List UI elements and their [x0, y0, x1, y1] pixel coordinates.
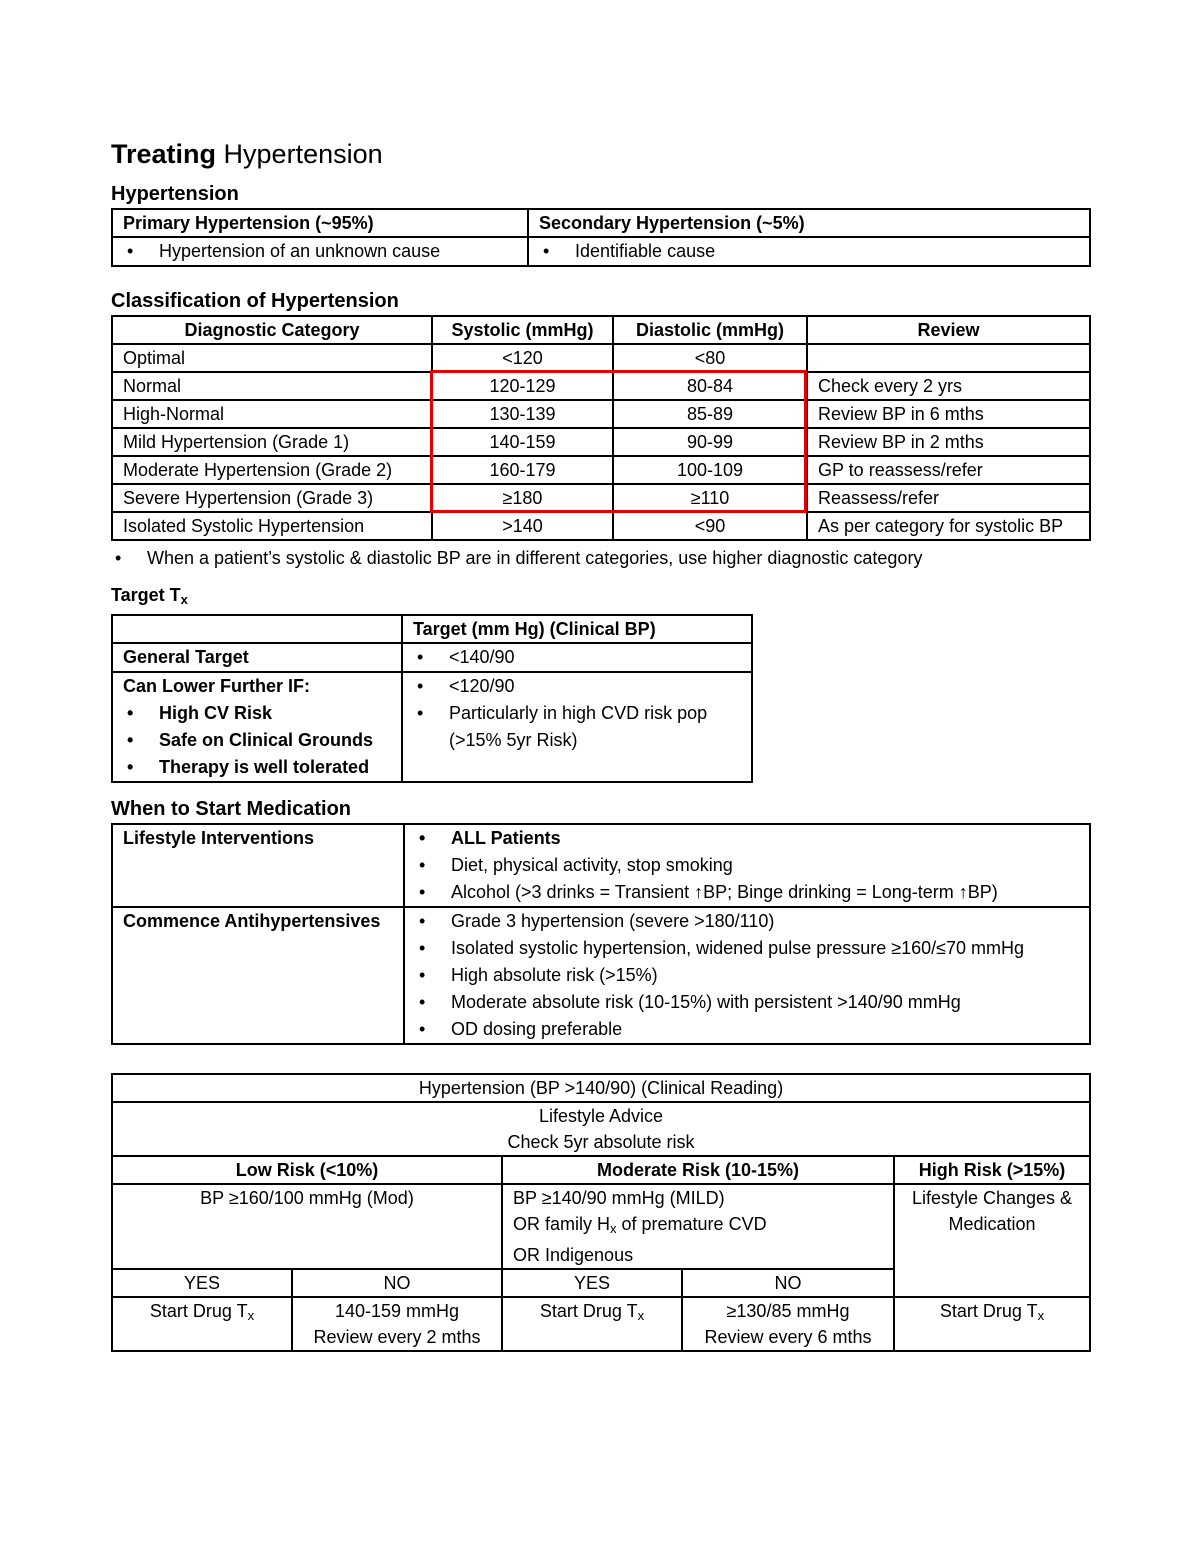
table-row [112, 484, 1090, 512]
classification-table [111, 315, 1091, 541]
hypertension-heading: Hypertension [111, 183, 239, 205]
mod-no-line-2: Review every 6 mths [704, 1327, 872, 1347]
page-title [111, 136, 1091, 172]
review-cell [807, 344, 1090, 372]
header-review: Review [807, 316, 1090, 344]
flow-advice [112, 1102, 1090, 1156]
antihypertensive-item: • Moderate absolute risk (10-15%) with persistent >140/90 mmHg [415, 989, 1079, 1016]
lower-value-item: • <120/90 [413, 673, 741, 700]
category-cell: Mild Hypertension (Grade 1) [112, 428, 432, 456]
note-item: • When a patient’s systolic & diastolic BP are in different categories, use higher diagnostic category [111, 545, 1091, 571]
category-cell: Normal [112, 372, 432, 400]
header-diastolic: Diastolic (mmHg) [613, 316, 807, 344]
medication-table [111, 823, 1091, 1045]
target-empty-cell [112, 615, 402, 643]
table-row [112, 512, 1090, 540]
mod-criteria-3: OR Indigenous [513, 1245, 634, 1265]
hypertension-types-table [111, 208, 1091, 267]
title-bold: Treating [111, 139, 217, 169]
table-row [112, 344, 1090, 372]
mod-criteria-2 [513, 1211, 883, 1242]
target-heading-text: Target T [111, 585, 181, 605]
table-row [112, 428, 1090, 456]
lifestyle-item: • ALL Patients [415, 825, 1079, 852]
general-target-value: • <140/90 [413, 644, 741, 671]
antihypertensive-item: • High absolute risk (>15%) [415, 962, 1079, 989]
classification-heading: Classification of Hypertension [111, 290, 399, 312]
condition-item: • Safe on Clinical Grounds [123, 727, 391, 754]
lifestyle-cell [404, 824, 1090, 907]
mod-criteria-2a: OR family H [513, 1214, 611, 1234]
antihypertensive-item: • Grade 3 hypertension (severe >180/110) [415, 908, 1079, 935]
mod-no-line-1: ≥130/85 mmHg [726, 1301, 850, 1321]
start-drug-sub: x [247, 1308, 255, 1323]
diastolic-cell: <90 [613, 512, 807, 540]
mod-criteria-1: BP ≥140/90 mmHg (MILD) [513, 1188, 725, 1208]
secondary-item: • Identifiable cause [539, 238, 1079, 265]
low-no-line-1: 140-159 mmHg [334, 1301, 460, 1321]
condition-item: • High CV Risk [123, 700, 391, 727]
high-risk-action: Lifestyle Changes & Medication [894, 1184, 1090, 1297]
high-action [894, 1297, 1090, 1351]
low-criteria: BP ≥160/100 mmHg (Mod) [112, 1184, 502, 1269]
systolic-cell: 160-179 [432, 456, 613, 484]
general-target-cell [402, 643, 752, 672]
condition-item: • Therapy is well tolerated [123, 754, 391, 781]
review-cell: Review BP in 2 mths [807, 428, 1090, 456]
diastolic-cell: 85-89 [613, 400, 807, 428]
category-cell: High-Normal [112, 400, 432, 428]
low-no-action [292, 1297, 502, 1351]
diastolic-cell: 80-84 [613, 372, 807, 400]
high-risk-header: High Risk (>15%) [894, 1156, 1090, 1184]
antihypertensive-item: • Isolated systolic hypertension, widened pulse pressure ≥160/≤70 mmHg [415, 935, 1079, 962]
classification-wrap [111, 315, 1091, 541]
mod-criteria-2b: of premature CVD [616, 1214, 767, 1234]
diastolic-cell: 90-99 [613, 428, 807, 456]
header-systolic: Systolic (mmHg) [432, 316, 613, 344]
document-page [111, 136, 1091, 1352]
category-cell: Isolated Systolic Hypertension [112, 512, 432, 540]
review-cell: As per category for systolic BP [807, 512, 1090, 540]
category-cell: Moderate Hypertension (Grade 2) [112, 456, 432, 484]
lifestyle-item: • Diet, physical activity, stop smoking [415, 852, 1079, 879]
mod-no: NO [682, 1269, 894, 1297]
secondary-header: Secondary Hypertension (~5%) [528, 209, 1090, 237]
systolic-cell: 130-139 [432, 400, 613, 428]
lower-further-cell [112, 672, 402, 782]
title-rest: Hypertension [223, 139, 383, 169]
lifestyle-label: Lifestyle Interventions [112, 824, 404, 907]
antihypertensive-cell [404, 907, 1090, 1044]
table-row [112, 400, 1090, 428]
start-drug-sub: x [637, 1308, 645, 1323]
antihypertensive-item: • OD dosing preferable [415, 1016, 1079, 1043]
header-diagnostic-category: Diagnostic Category [112, 316, 432, 344]
diastolic-cell: 100-109 [613, 456, 807, 484]
low-yes: YES [112, 1269, 292, 1297]
mod-yes-action [502, 1297, 682, 1351]
start-drug-text: Start Drug T [539, 1301, 638, 1321]
review-cell: Check every 2 yrs [807, 372, 1090, 400]
mod-no-action [682, 1297, 894, 1351]
systolic-cell: 140-159 [432, 428, 613, 456]
diastolic-cell: <80 [613, 344, 807, 372]
antihypertensive-label: Commence Antihypertensives [112, 907, 404, 1044]
low-no: NO [292, 1269, 502, 1297]
category-cell: Optimal [112, 344, 432, 372]
lower-further-values [402, 672, 752, 782]
target-heading [111, 581, 1091, 614]
mod-yes: YES [502, 1269, 682, 1297]
low-no-line-2: Review every 2 mths [313, 1327, 481, 1347]
review-cell: Reassess/refer [807, 484, 1090, 512]
review-cell: GP to reassess/refer [807, 456, 1090, 484]
moderate-criteria [502, 1184, 894, 1269]
primary-cell [112, 237, 528, 266]
primary-header: Primary Hypertension (~95%) [112, 209, 528, 237]
start-drug-sub: x [1037, 1308, 1045, 1323]
advice-line-2: Check 5yr absolute risk [507, 1132, 695, 1152]
medication-heading: When to Start Medication [111, 798, 351, 820]
moderate-risk-header: Moderate Risk (10-15%) [502, 1156, 894, 1184]
mod-criteria-2-sub: x [610, 1221, 617, 1236]
systolic-cell: 120-129 [432, 372, 613, 400]
lower-further-label: Can Lower Further IF: [123, 676, 311, 696]
classification-note [111, 545, 1091, 571]
risk-flow-table [111, 1073, 1091, 1352]
systolic-cell: <120 [432, 344, 613, 372]
table-row [112, 372, 1090, 400]
review-cell: Review BP in 6 mths [807, 400, 1090, 428]
table-row [112, 456, 1090, 484]
start-drug-text: Start Drug T [149, 1301, 248, 1321]
start-drug-text: Start Drug T [939, 1301, 1038, 1321]
diastolic-cell: ≥110 [613, 484, 807, 512]
category-cell: Severe Hypertension (Grade 3) [112, 484, 432, 512]
target-heading-sub: x [180, 592, 188, 607]
systolic-cell: ≥180 [432, 484, 613, 512]
general-target-label: General Target [112, 643, 402, 672]
lower-value-item: • Particularly in high CVD risk pop (>15% 5yr Risk) [413, 700, 741, 754]
secondary-cell [528, 237, 1090, 266]
lifestyle-item: • Alcohol (>3 drinks = Transient ↑BP; Binge drinking = Long-term ↑BP) [415, 879, 1079, 906]
low-yes-action [112, 1297, 292, 1351]
advice-line-1: Lifestyle Advice [538, 1106, 664, 1126]
low-risk-header: Low Risk (<10%) [112, 1156, 502, 1184]
target-table [111, 614, 753, 783]
systolic-cell: >140 [432, 512, 613, 540]
flow-top: Hypertension (BP >140/90) (Clinical Reading) [112, 1074, 1090, 1102]
target-header: Target (mm Hg) (Clinical BP) [402, 615, 752, 643]
primary-item: • Hypertension of an unknown cause [123, 238, 517, 265]
